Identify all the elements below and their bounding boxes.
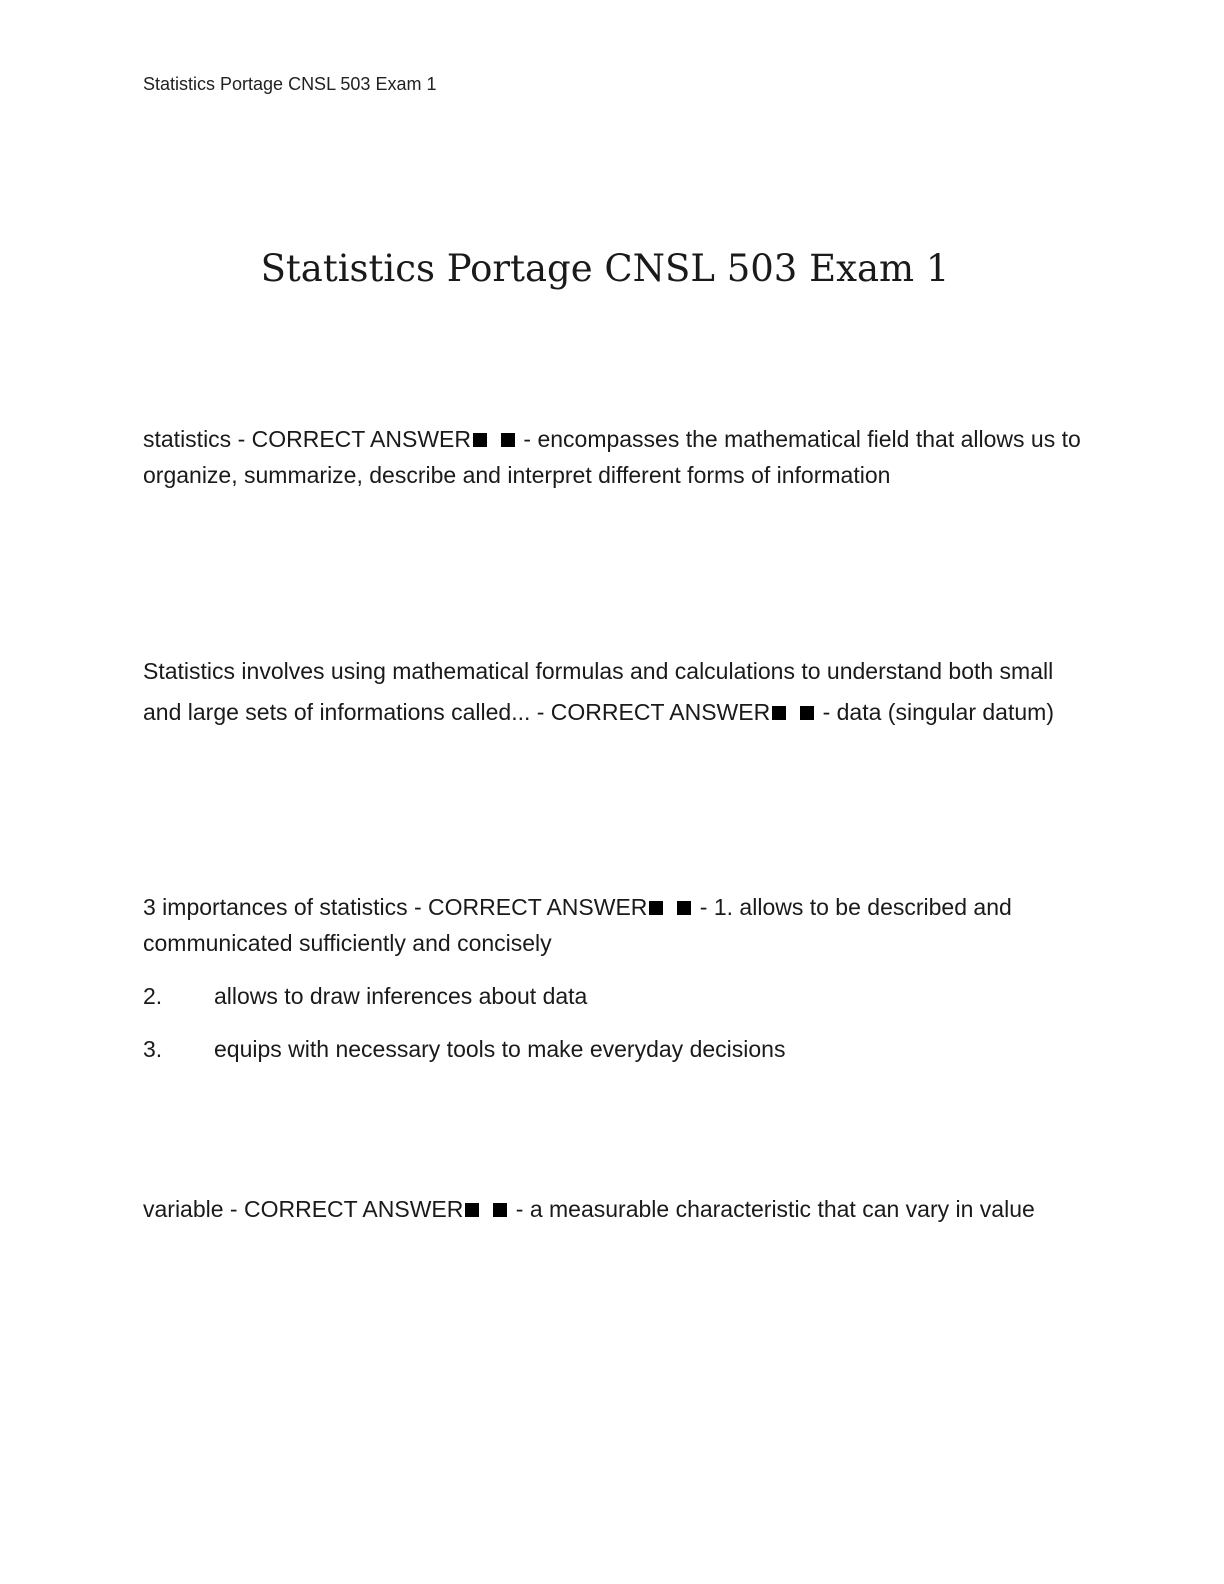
square-bullet-icon bbox=[800, 706, 814, 720]
list-item bbox=[143, 1031, 785, 1067]
qa-entry-variable bbox=[143, 1191, 1083, 1227]
list-number: 2. bbox=[143, 983, 163, 1009]
answer-text: - a measurable characteristic that can vary in value bbox=[509, 1196, 1035, 1222]
page-header: Statistics Portage CNSL 503 Exam 1 bbox=[143, 74, 437, 94]
list-number: 3. bbox=[143, 1036, 163, 1062]
qa-entry-importances bbox=[143, 889, 1083, 961]
square-bullet-icon bbox=[677, 901, 691, 915]
list-text: equips with necessary tools to make everyday decisions bbox=[214, 1036, 786, 1062]
qa-entry-data bbox=[143, 651, 1083, 733]
list-item bbox=[143, 978, 587, 1014]
square-bullet-icon bbox=[772, 706, 786, 720]
square-bullet-icon bbox=[501, 433, 515, 447]
question-text: statistics - CORRECT ANSWER bbox=[143, 426, 471, 452]
answer-text: - data (singular datum) bbox=[816, 699, 1054, 725]
answer-text: - encompasses the mathematical field that allows us to organize, summarize, describe and interpret different forms of information bbox=[143, 426, 1081, 488]
document-title: Statistics Portage CNSL 503 Exam 1 bbox=[260, 247, 950, 290]
square-bullet-icon bbox=[493, 1203, 507, 1217]
square-bullet-icon bbox=[465, 1203, 479, 1217]
answer-text: - 1. allows to be described and communicated sufficiently and concisely bbox=[143, 894, 1012, 956]
qa-entry-statistics bbox=[143, 421, 1083, 493]
list-text: allows to draw inferences about data bbox=[214, 983, 588, 1009]
question-text: Statistics involves using mathematical formulas and calculations to understand both small and large sets of informations called... - CORRECT ANSWER bbox=[143, 658, 1054, 725]
question-text: variable - CORRECT ANSWER bbox=[143, 1196, 464, 1222]
question-text: 3 importances of statistics - CORRECT ANSWER bbox=[143, 894, 648, 920]
square-bullet-icon bbox=[473, 433, 487, 447]
square-bullet-icon bbox=[649, 901, 663, 915]
